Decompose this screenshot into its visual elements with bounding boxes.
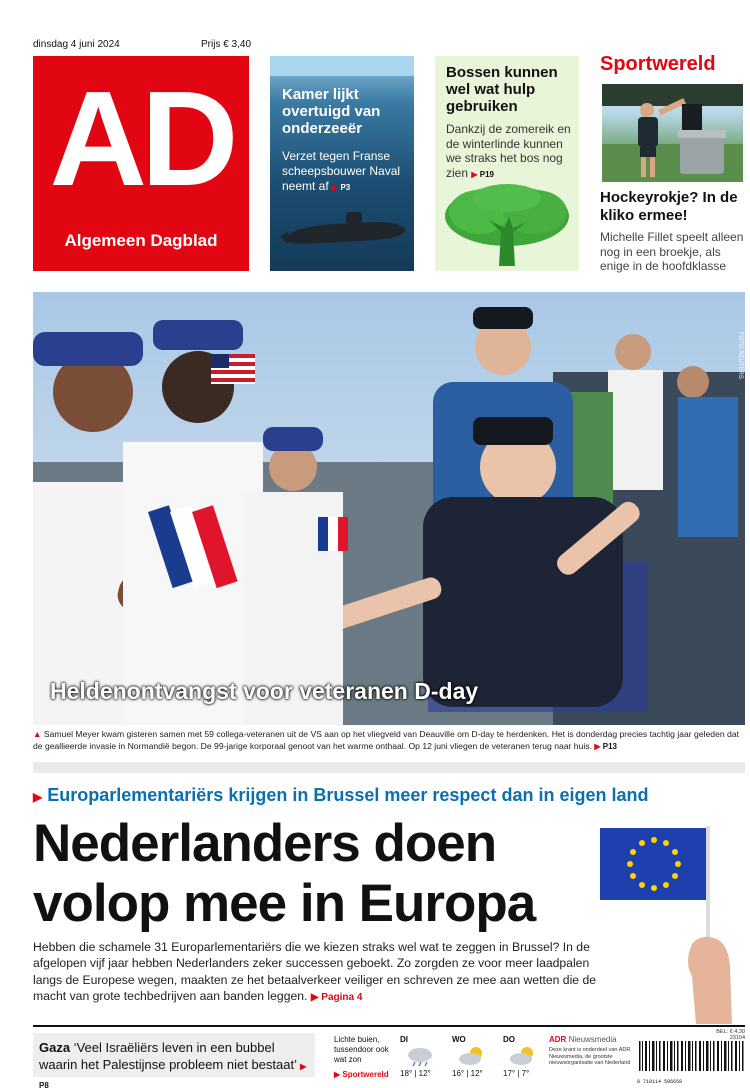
edition-date: dinsdag 4 juni 2024 bbox=[33, 39, 120, 50]
forecast-temps: 16° | 12° bbox=[452, 1069, 483, 1078]
teaser-band bbox=[270, 56, 414, 76]
adr-nieuwsmedia bbox=[549, 1035, 634, 1067]
gaza-teaser[interactable]: Gaza ‘Veel Israëliërs leven in een bubbel waarin het Palestijnse probleem niet bestaat’ ▶ P8 bbox=[33, 1033, 315, 1077]
us-flag bbox=[211, 354, 255, 384]
gaza-quote: ‘Veel Israëliërs leven in een bubbel waarin het Palestijnse probleem niet bestaat’ bbox=[39, 1040, 297, 1072]
barcode-number: 8 710114 506658 bbox=[637, 1079, 683, 1085]
adr-logo: ADR bbox=[549, 1035, 567, 1044]
barcode-price: BEL: € 4,30 23104 bbox=[716, 1029, 745, 1041]
teaser-forest-text: Dankzij de zomereik en de winterlinde kunnen we straks het bos nog zien ▶ P19 bbox=[446, 122, 571, 180]
bottom-rule bbox=[33, 1025, 745, 1027]
logo-name: Algemeen Dagblad bbox=[64, 231, 218, 250]
lead-page-ref[interactable]: ▶ Pagina 4 bbox=[310, 991, 363, 1003]
page-ref: P8 bbox=[39, 1081, 49, 1088]
veterans-photo-illustration bbox=[33, 292, 745, 725]
sun-cloud-icon bbox=[458, 1045, 486, 1067]
teaser-sport-text: Michelle Fillet speelt alleen nog in een broekje, als enige in de hoofdklasse bbox=[600, 230, 744, 273]
photo-credit: FOTO REUTERS bbox=[737, 332, 743, 379]
tree-icon bbox=[439, 182, 575, 270]
adr-name: Nieuwsmedia bbox=[568, 1035, 617, 1044]
caption-marker-icon: ▲ bbox=[33, 729, 42, 739]
main-photo[interactable] bbox=[33, 292, 745, 725]
lead-body: Hebben die schamele 31 Europarlementariërs die we kiezen straks wel wat te zeggen in Brussel? In de afgelopen vijf jaar hebben Nederlanders zeker successen geboekt. Zo zorgden ze voor meer laadpalen langs de Europese wegen, maakten ze het betaalverkeer veiliger en schreven ze mee aan wetten die de macht van grote techbedrijven aan banden leggen. ▶ Pagina 4 bbox=[33, 940, 597, 1003]
submarine-icon bbox=[276, 206, 410, 256]
barcode-icon bbox=[637, 1041, 745, 1075]
gaza-label: Gaza bbox=[39, 1040, 71, 1055]
rain-cloud-icon bbox=[406, 1045, 434, 1067]
teaser-sport-headline: Hockeyrokje? In de kliko ermee! bbox=[600, 189, 738, 224]
forecast-day-label: DO bbox=[503, 1035, 515, 1044]
sport-section-label: Sportwereld bbox=[600, 53, 716, 75]
forecast-temps: 18° | 12° bbox=[400, 1069, 431, 1078]
divider-band bbox=[33, 762, 745, 773]
photo-headline: Heldenontvangst voor veteranen D-day bbox=[50, 678, 479, 704]
page-ref: P3 bbox=[340, 183, 351, 192]
hockey-photo bbox=[602, 84, 743, 182]
adr-text: Deze krant is onderdeel van ADR Nieuwsmedia, de grootste nieuwsorganisatie van Nederland bbox=[549, 1047, 631, 1066]
teaser-forest[interactable] bbox=[435, 56, 579, 271]
forecast-day-3 bbox=[503, 1035, 547, 1081]
teaser-submarine-text: Verzet tegen Franse scheepsbouwer Naval neemt af ▶ P3 bbox=[282, 149, 401, 193]
page-ref: P13 bbox=[602, 742, 617, 751]
barcode bbox=[637, 1029, 745, 1085]
weather-page-ref[interactable]: ▶ Sportwereld bbox=[334, 1070, 389, 1079]
page-ref: P19 bbox=[479, 169, 494, 179]
logo-letters: AD bbox=[49, 63, 233, 214]
forecast-day-label: WO bbox=[452, 1035, 466, 1044]
french-flag bbox=[318, 517, 348, 551]
teaser-sport[interactable] bbox=[600, 53, 745, 273]
forecast-day-1 bbox=[400, 1035, 444, 1081]
edition-price: Prijs € 3,40 bbox=[201, 39, 252, 50]
teaser-submarine[interactable] bbox=[270, 56, 414, 271]
lead-kicker: ▶ Europarlementariërs krijgen in Brussel meer respect dan in eigen land bbox=[33, 785, 649, 805]
weather-summary: Lichte buien, tussendoor ook wat zon bbox=[334, 1035, 389, 1064]
teaser-forest-headline: Bossen kunnen wel wat hulp gebruiken bbox=[446, 64, 558, 115]
photo-caption: ▲ Samuel Meyer kwam gisteren samen met 59 collega-veteranen uit de VS aan op het vliegveld van Deauville om D-day te herdenken. Het is donderdag precies tachtig jaar geleden dat de geallieerde invasie in Normandië begon. De 99-jarige korporaal genoot van het warme onthaal. Op 12 juni vliegen de veteranen terug naar huis. ▶ P13 bbox=[33, 729, 739, 751]
lead-headline[interactable]: Nederlanders doen volop mee in Europa bbox=[33, 814, 536, 933]
teaser-submarine-headline: Kamer lijkt overtuigd van onderzeeër bbox=[282, 86, 381, 137]
eu-flag-in-hand bbox=[600, 826, 740, 1026]
kicker-marker-icon: ▶ bbox=[33, 790, 43, 804]
forecast-temps: 17° | 7° bbox=[503, 1069, 530, 1078]
ad-logo[interactable] bbox=[33, 56, 249, 271]
sun-cloud-icon bbox=[509, 1045, 537, 1067]
forecast-day-label: DI bbox=[400, 1035, 408, 1044]
forecast-day-2 bbox=[452, 1035, 496, 1081]
